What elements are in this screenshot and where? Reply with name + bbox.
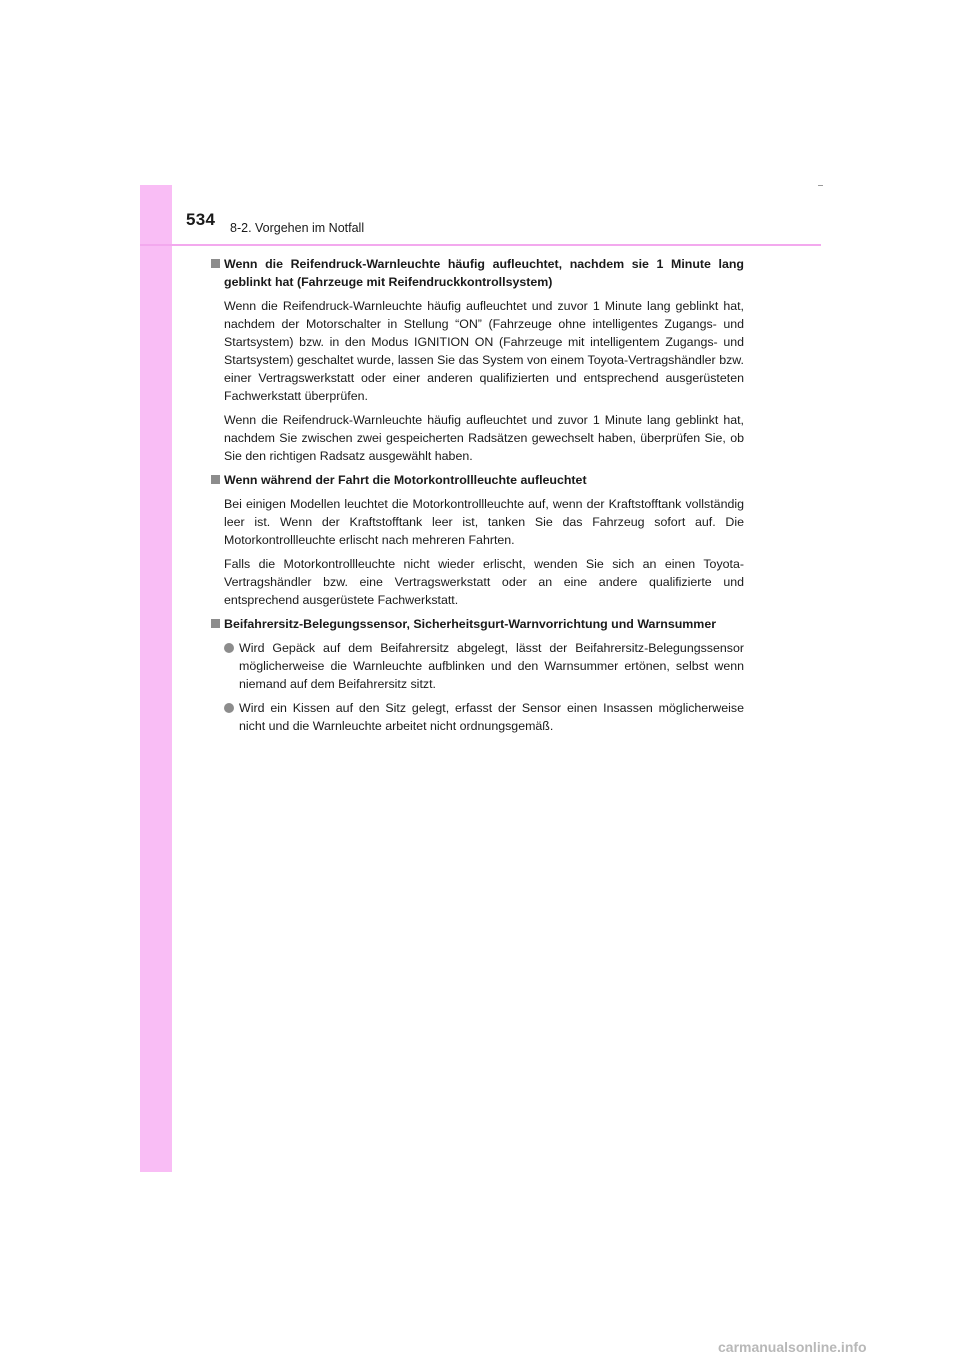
heading-text: Wenn während der Fahrt die Motorkontrollleuchte aufleuchtet <box>224 473 587 487</box>
paragraph: Wenn die Reifendruck-Warnleuchte häufig aufleuchtet und zuvor 1 Minute lang geblinkt hat, nachdem Sie zwischen zwei gespeicherten Radsätzen gewechselt haben, überprüfen Sie, ob Sie den richtigen Radsatz ausgewählt haben. <box>224 413 744 463</box>
section-heading-tire-pressure <box>211 255 744 291</box>
heading-text: Beifahrersitz-Belegungssensor, Sicherheitsgurt-Warnvorrichtung und Warnsummer <box>224 617 717 631</box>
watermark: carmanualsonline.info <box>718 1339 867 1355</box>
paragraph: Wenn die Reifendruck-Warnleuchte häufig aufleuchtet und zuvor 1 Minute lang geblinkt hat, nachdem der Motorschalter in Stellung “ON” (Fahrzeuge ohne intelligentes Zugangs- und Startsystem) bzw. in den Modus IGNITION ON (Fahrzeuge mit intelligentem Zugangs- und Startsystem) geschaltet wurde, lassen Sie das System von einem Toyota-Vertragshändler bzw. einer Vertragswerkstatt oder einer anderen qualifizierten und entsprechend ausgerüsteten Fachwerkstatt überprüfen. <box>224 299 744 403</box>
section-heading-engine-light <box>211 471 744 489</box>
heading-text: Wenn die Reifendruck-Warnleuchte häufig aufleuchtet, nachdem sie 1 Minute lang geblinkt hat (Fahrzeuge mit Reifendruckkontrollsystem) <box>224 257 744 289</box>
list-item <box>224 699 744 735</box>
circle-bullet-icon <box>224 643 234 653</box>
crop-mark <box>818 185 823 186</box>
square-bullet-icon <box>211 619 220 628</box>
page-number: 534 <box>186 210 216 229</box>
square-bullet-icon <box>211 259 220 268</box>
paragraph: Falls die Motorkontrollleuchte nicht wieder erlischt, wenden Sie sich an einen Toyota-Vertragshändler bzw. eine Vertragswerkstatt oder an eine andere qualifizierte und entsprechend ausgerüstete Fachwerkstatt. <box>224 557 744 607</box>
circle-bullet-icon <box>224 703 234 713</box>
chapter-sidebar-band <box>140 185 172 1172</box>
header-rule <box>140 244 821 246</box>
section-heading-seat-sensor <box>211 615 744 633</box>
list-item-text: Wird Gepäck auf dem Beifahrersitz abgelegt, lässt der Beifahrersitz-Belegungssensor möglicherweise die Warnleuchte aufblinken und den Warnsummer ertönen, selbst wenn niemand auf dem Beifahrersitz sitzt. <box>239 641 744 691</box>
page-content <box>211 255 744 741</box>
list-item-text: Wird ein Kissen auf den Sitz gelegt, erfasst der Sensor einen Insassen möglicherweise nicht und die Warnleuchte arbeitet nicht ordnungsgemäß. <box>239 701 744 733</box>
paragraph: Bei einigen Modellen leuchtet die Motorkontrollleuchte auf, wenn der Kraftstofftank vollständig leer ist. Wenn der Kraftstofftank leer ist, tanken Sie das Fahrzeug sofort auf. Die Motorkontrollleuchte erlischt nach mehreren Fahrten. <box>224 497 744 547</box>
list-item <box>224 639 744 693</box>
square-bullet-icon <box>211 475 220 484</box>
section-title: 8-2. Vorgehen im Notfall <box>230 221 365 235</box>
